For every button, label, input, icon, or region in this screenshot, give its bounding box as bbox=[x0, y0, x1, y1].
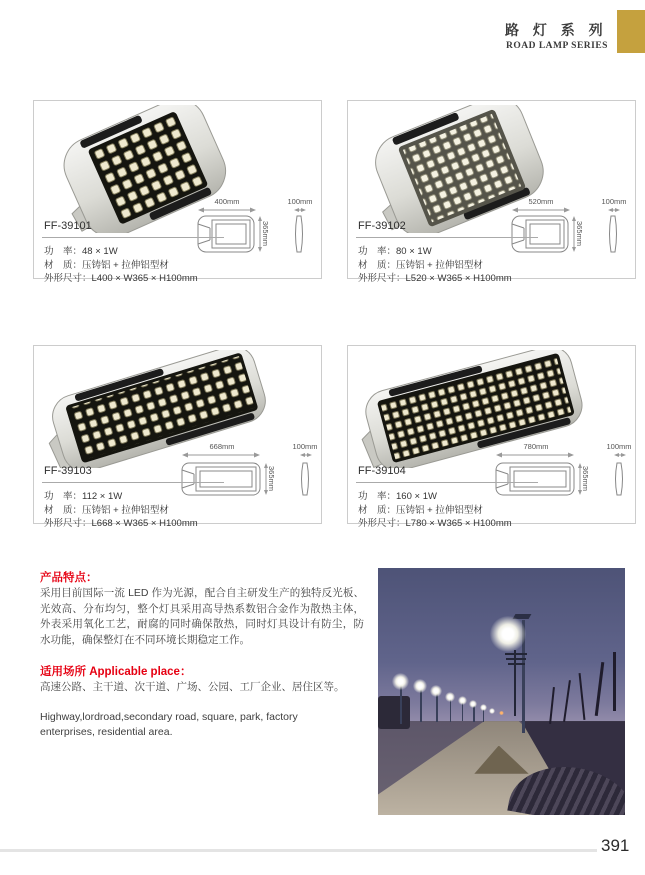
divider bbox=[42, 237, 224, 238]
product-card-ff-39104 bbox=[347, 345, 636, 529]
dimension-length-label: 780mm bbox=[523, 442, 549, 451]
photo-power-crossarm bbox=[505, 653, 527, 655]
spec-size: 外形尺寸：L668 × W365 × H100mm bbox=[44, 518, 198, 529]
photo-left-silhouette bbox=[378, 696, 410, 728]
dimension-height-label: 365mm bbox=[581, 466, 590, 492]
features-body: 采用目前国际一流 LED 作为光源，配合自主研发生产的独特反光板、光效高、分布均匀，整个灯具采用高导热系数铝合金作为散热主体，外表采用氧化工艺，耐腐的同时确保散热，同时灯具设计有防尘，防水功能，确保整灯在不同环境长期稳定工作。 bbox=[40, 587, 364, 646]
dimension-front-view bbox=[504, 207, 578, 257]
spec-material: 材 质：压铸铝 + 拉伸铝型材 bbox=[358, 260, 483, 271]
dimension-front-view bbox=[488, 452, 584, 502]
photo-lamp-glow bbox=[413, 679, 427, 693]
photo-lamp-glow bbox=[392, 673, 409, 690]
features-heading: 产品特点： bbox=[40, 572, 98, 584]
dimension-length-label: 520mm bbox=[528, 197, 554, 206]
photo-lamp-glow bbox=[445, 692, 455, 702]
dimension-height-label: 365mm bbox=[267, 466, 276, 492]
product-model: FF-39101 bbox=[44, 220, 92, 232]
photo-lamp-glow bbox=[458, 696, 467, 705]
applicable-body-chinese: 高速公路、主干道、次干道、广场、公园、工厂企业、居住区等。 bbox=[40, 681, 345, 693]
spec-material: 材 质：压铸铝 + 拉伸铝型材 bbox=[44, 260, 169, 271]
product-model: FF-39104 bbox=[358, 465, 406, 477]
spec-power: 功 率：80 × 1W bbox=[358, 246, 432, 257]
product-card-ff-39101 bbox=[33, 100, 322, 284]
dimension-drawing bbox=[504, 197, 630, 271]
dimension-front-view bbox=[190, 207, 264, 257]
product-card-ff-39102 bbox=[347, 100, 636, 284]
street-night-photo bbox=[378, 568, 625, 815]
spec-material: 材 质：压铸铝 + 拉伸铝型材 bbox=[358, 505, 483, 516]
dimension-drawing bbox=[190, 197, 316, 271]
spec-size: 外形尺寸：L780 × W365 × H100mm bbox=[358, 518, 512, 529]
dimension-width-label: 100mm bbox=[287, 197, 313, 206]
applicable-body-english: Highway,lordroad,secondary road, square, park, factory enterprises, residential area. bbox=[40, 711, 298, 738]
divider bbox=[42, 482, 224, 483]
page-number: 391 bbox=[601, 836, 630, 855]
dimension-length-label: 400mm bbox=[214, 197, 240, 206]
dimension-width-label: 100mm bbox=[606, 442, 632, 451]
spec-size: 外形尺寸：L520 × W365 × H100mm bbox=[358, 273, 512, 284]
dimension-side-view bbox=[298, 452, 314, 502]
page-title-english: ROAD LAMP SERIES bbox=[506, 41, 608, 51]
dimension-side-view bbox=[612, 452, 628, 502]
divider bbox=[356, 237, 538, 238]
product-model: FF-39103 bbox=[44, 465, 92, 477]
photo-power-crossarm bbox=[506, 658, 526, 660]
gold-accent-block bbox=[617, 10, 645, 53]
dimension-height-label: 365mm bbox=[575, 221, 584, 247]
spec-material: 材 质：压铸铝 + 拉伸铝型材 bbox=[44, 505, 169, 516]
dimension-height-label: 365mm bbox=[261, 221, 270, 247]
footer-rule bbox=[0, 849, 597, 852]
dimension-side-view bbox=[606, 207, 622, 257]
applicable-heading: 适用场所 Applicable place： bbox=[40, 666, 192, 678]
spec-power: 功 率：112 × 1W bbox=[44, 491, 123, 502]
dimension-width-label: 100mm bbox=[601, 197, 627, 206]
page-title-chinese: 路 灯 系 列 bbox=[505, 22, 608, 38]
dimension-side-view bbox=[292, 207, 308, 257]
divider bbox=[356, 482, 538, 483]
photo-power-crossarm bbox=[508, 663, 525, 665]
dimension-width-label: 100mm bbox=[292, 442, 318, 451]
product-card-ff-39103 bbox=[33, 345, 322, 529]
dimension-drawing bbox=[174, 442, 320, 516]
dimension-front-view bbox=[174, 452, 270, 502]
spec-power: 功 率：160 × 1W bbox=[358, 491, 437, 502]
dimension-drawing bbox=[488, 442, 634, 516]
product-model: FF-39102 bbox=[358, 220, 406, 232]
photo-lamp-glow bbox=[480, 704, 487, 711]
photo-fence-post bbox=[613, 652, 616, 711]
spec-power: 功 率：48 × 1W bbox=[44, 246, 118, 257]
photo-ground bbox=[378, 721, 625, 815]
spec-size: 外形尺寸：L400 × W365 × H100mm bbox=[44, 273, 198, 284]
dimension-length-label: 668mm bbox=[209, 442, 235, 451]
